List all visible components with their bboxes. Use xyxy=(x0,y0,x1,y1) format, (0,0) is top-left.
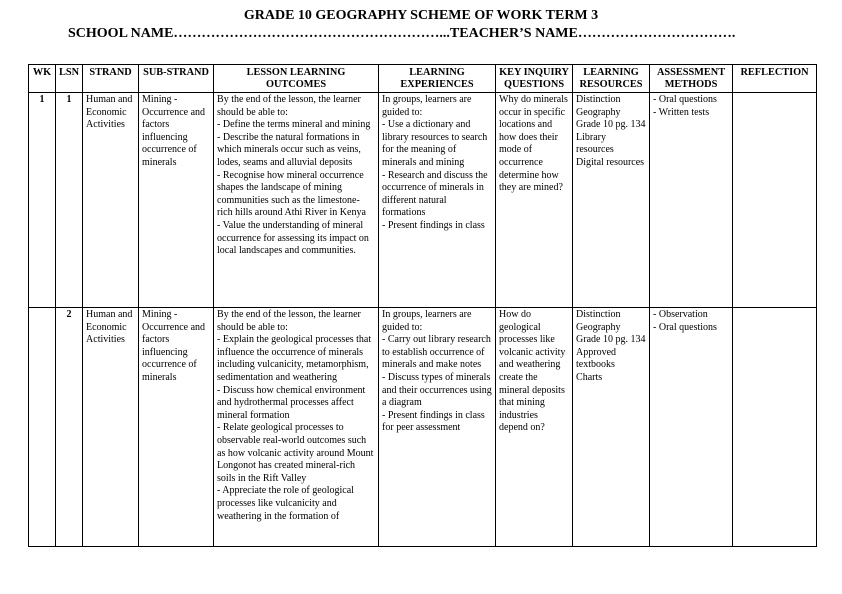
reflection-cell xyxy=(733,308,817,547)
experience-line: - Carry out library research to establish occurrence of minerals and make notes xyxy=(382,334,491,371)
inquiry-cell: Why do minerals occur in specific locations and how does their mode of occurrence determine how they are mined? xyxy=(496,93,573,308)
reflection-cell xyxy=(733,93,817,308)
resource-line: Approved textbooks xyxy=(576,346,617,371)
sub-strand-cell: Mining - Occurrence and factors influencing occurrence of minerals xyxy=(139,308,214,547)
header-strand: STRAND xyxy=(83,65,139,93)
table-row xyxy=(29,308,817,547)
assessment-line: - Oral questions xyxy=(653,321,717,333)
experience-line: - Present findings in class xyxy=(382,219,485,231)
inquiry-cell: How do geological processes like volcanic activity and weathering create the mineral deposits that mining industries depend on? xyxy=(496,308,573,547)
header-experiences: LEARNING EXPERIENCES xyxy=(379,65,496,93)
experience-line: - Discuss types of minerals and their occurrences using a diagram xyxy=(382,371,492,409)
document-title: GRADE 10 GEOGRAPHY SCHEME OF WORK TERM 3 xyxy=(243,8,599,23)
outcome-line: - Value the understanding of mineral occurrence for assessing its impact on local landscapes and communities. xyxy=(217,219,369,257)
lesson-cell: 2 xyxy=(56,308,83,547)
header-reflection: REFLECTION xyxy=(733,65,817,93)
experiences-cell xyxy=(379,93,496,308)
resource-line: Distinction Geography Grade 10 pg. 134 xyxy=(576,309,646,346)
outcome-line: - Explain the geological processes that influence the occurrence of minerals including vulcanicity, metamorphism, sedimentation and weathering xyxy=(217,334,372,383)
strand-cell: Human and Economic Activities xyxy=(83,93,139,308)
header-assessment: ASSESSMENT METHODS xyxy=(650,65,733,93)
assessment-cell xyxy=(650,93,733,308)
scheme-of-work-table xyxy=(28,64,817,547)
experience-line: In groups, learners are guided to: xyxy=(382,94,472,118)
sub-strand-cell: Mining - Occurrence and factors influencing occurrence of minerals xyxy=(139,93,214,308)
header-outcomes: LESSON LEARNING OUTCOMES xyxy=(214,65,379,93)
assessment-line: - Written tests xyxy=(653,106,710,118)
lesson-cell: 1 xyxy=(56,93,83,308)
assessment-line: - Observation xyxy=(653,309,708,320)
resource-line: Charts xyxy=(576,371,603,383)
resources-cell xyxy=(573,93,650,308)
header-lsn: LSN xyxy=(56,65,83,93)
outcome-line: - Relate geological processes to observable real-world outcomes such as how volcanic activity around Mount Longonot has created mineral-rich soils in the Rift Valley xyxy=(217,422,374,484)
table-row xyxy=(29,93,817,308)
strand-cell: Human and Economic Activities xyxy=(83,308,139,547)
table-header-row xyxy=(29,65,817,93)
outcomes-cell xyxy=(214,308,379,547)
experiences-cell xyxy=(379,308,496,547)
header-inquiry: KEY INQUIRY QUESTIONS xyxy=(496,65,573,93)
week-cell xyxy=(29,308,56,547)
experience-line: - Present findings in class for peer assessment xyxy=(382,409,485,434)
header-resources: LEARNING RESOURCES xyxy=(573,65,650,93)
outcome-line: - Recognise how mineral occurrence shapes the landscape of mining communities such as the limestone-rich hills around Athi River in Kenya xyxy=(217,169,366,219)
assessment-cell xyxy=(650,308,733,547)
experience-line: - Use a dictionary and library resources to search for the meaning of minerals and mining xyxy=(382,119,488,168)
outcome-line: - Define the terms mineral and mining xyxy=(217,119,371,131)
outcomes-cell xyxy=(214,93,379,308)
resource-line: Digital resources xyxy=(576,156,645,168)
school-teacher-line: SCHOOL NAME…………………………………………………...TEACHER’S NAME……………………………. xyxy=(68,26,736,41)
week-cell: 1 xyxy=(29,93,56,308)
assessment-line: - Oral questions xyxy=(653,94,717,105)
outcome-line: - Discuss how chemical environment and hydrothermal processes affect mineral formation xyxy=(217,384,366,421)
header-wk: WK xyxy=(29,65,56,93)
outcome-line: - Describe the natural formations in which minerals occur such as veins, lodes, seams and alluvial deposits xyxy=(217,131,361,168)
resources-cell xyxy=(573,308,650,547)
resource-line: Distinction Geography Grade 10 pg. 134 xyxy=(576,94,646,131)
experience-line: - Research and discuss the occurrence of minerals in different natural formations xyxy=(382,169,488,219)
outcome-line: - Appreciate the role of geological processes like vulcanicity and weathering in the formation of xyxy=(217,485,354,522)
resource-line: Library resources xyxy=(576,131,614,156)
outcome-line: By the end of the lesson, the learner should be able to: xyxy=(217,94,361,118)
outcome-line: By the end of the lesson, the learner should be able to: xyxy=(217,309,361,333)
experience-line: In groups, learners are guided to: xyxy=(382,309,472,333)
header-sub-strand: SUB-STRAND xyxy=(139,65,214,93)
